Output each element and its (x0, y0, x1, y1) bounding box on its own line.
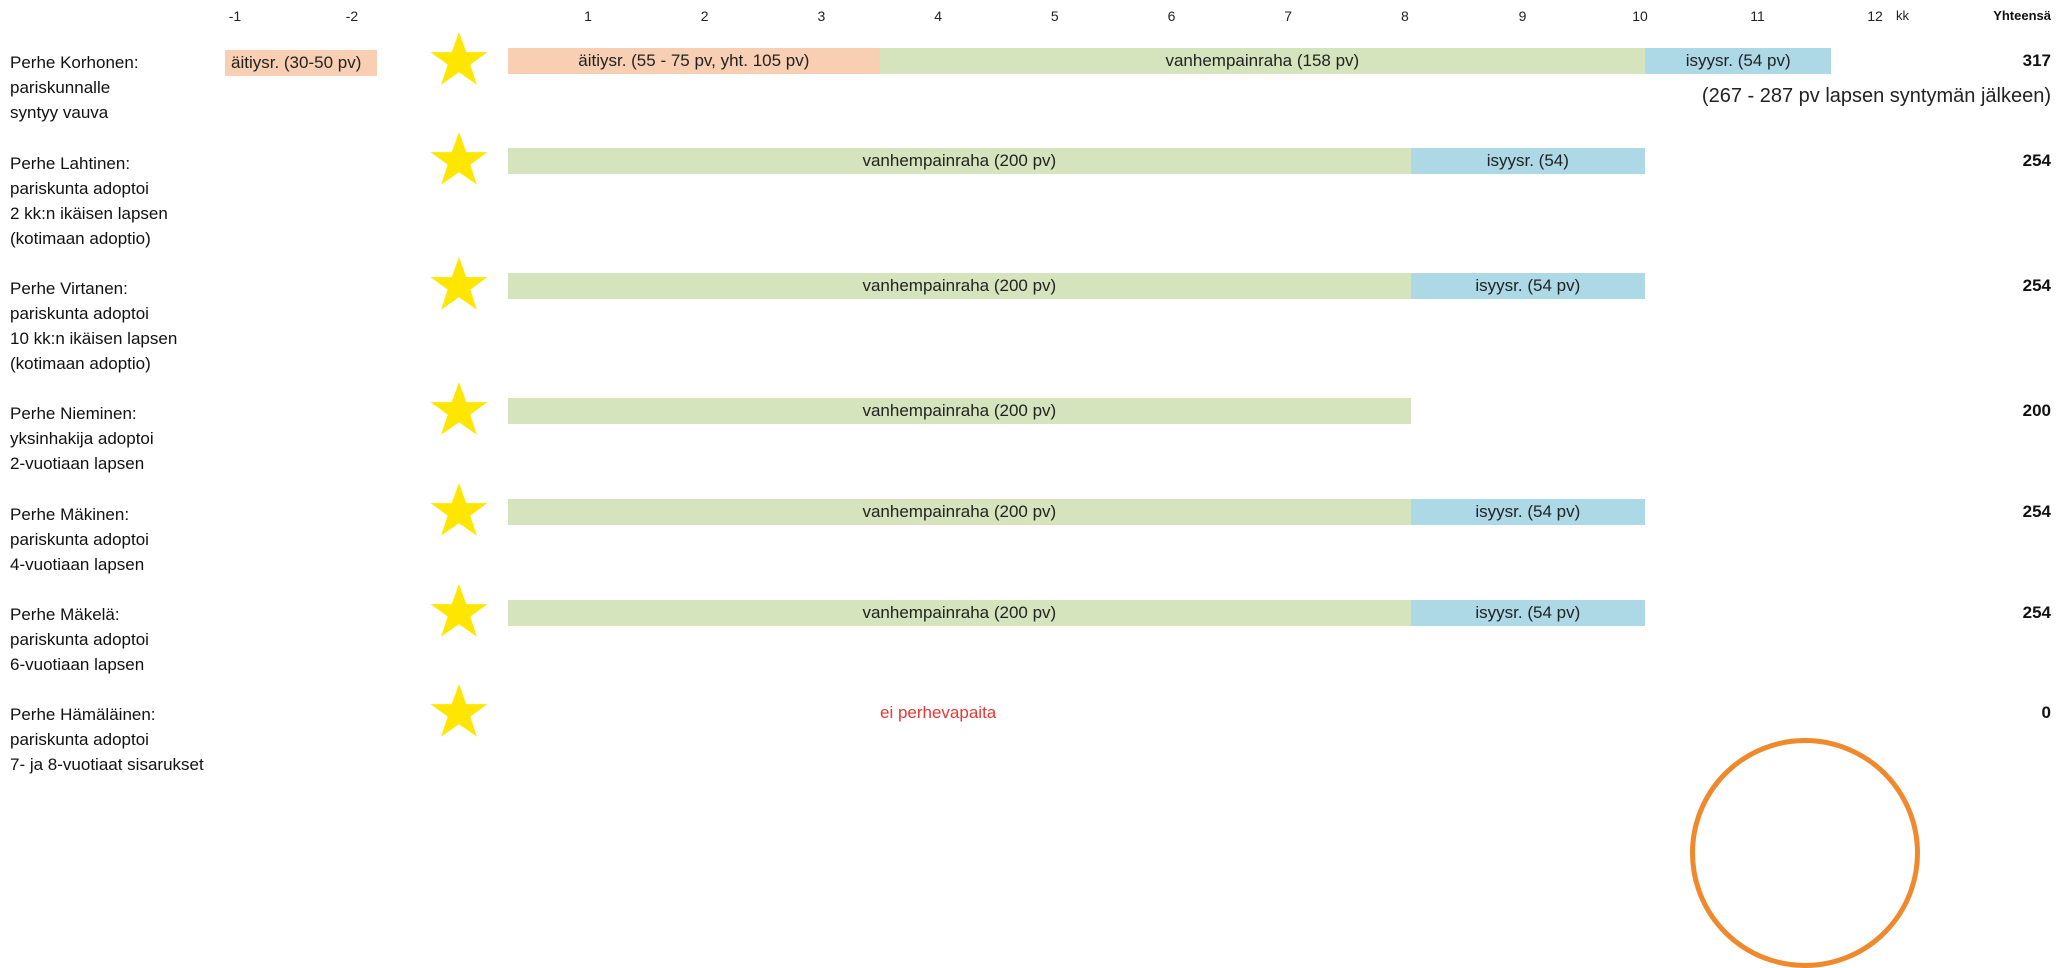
family-label: Perhe Mäkinen: pariskunta adoptoi 4-vuotiaan lapsen (10, 505, 149, 574)
axis-tick-label: 5 (1050, 8, 1059, 24)
row-total: 254 (2022, 151, 2051, 170)
row-total: 254 (2022, 502, 2051, 521)
star-shape (431, 32, 488, 85)
row-total: 0 (2041, 703, 2051, 722)
bar-maternity: äitiysr. (55 - 75 pv, yht. 105 pv) (508, 48, 880, 74)
star-shape (431, 382, 488, 435)
axis-tick-label: 1 (584, 8, 592, 24)
bar-parental: vanhempainraha (200 pv) (508, 499, 1411, 525)
orange-circle-annotation (1690, 738, 1920, 968)
star-icon (428, 481, 490, 543)
row-total: 200 (2022, 401, 2051, 420)
bar-parental: vanhempainraha (158 pv) (880, 48, 1645, 74)
axis-tick-label: -1 (228, 8, 242, 24)
bar-parental: vanhempainraha (200 pv) (508, 148, 1411, 174)
bar-parental: vanhempainraha (200 pv) (508, 600, 1411, 626)
star-shape (431, 257, 488, 310)
axis-tick-label: 2 (700, 8, 709, 24)
row-total: 254 (2022, 276, 2051, 295)
bar-paternity: isyysr. (54 pv) (1411, 499, 1645, 525)
axis-tick-label: 8 (1400, 8, 1409, 24)
axis-tick-label: -2 (345, 8, 359, 24)
star-icon (428, 380, 490, 442)
family-label: Perhe Virtanen: pariskunta adoptoi 10 kk:n ikäisen lapsen (kotimaan adoptio) (10, 279, 178, 373)
row-total: 317 (2022, 51, 2051, 70)
star-shape (431, 132, 488, 185)
family-label: Perhe Nieminen: yksinhakija adoptoi 2-vuotiaan lapsen (10, 404, 154, 473)
star-shape (431, 684, 488, 737)
bar-parental: vanhempainraha (200 pv) (508, 398, 1411, 424)
axis-unit-label: kk (1896, 8, 1909, 23)
total-column-header: Yhteensä (1993, 8, 2051, 23)
axis-tick-label: 11 (1750, 8, 1765, 24)
days-after-birth-note: (267 - 287 pv lapsen syntymän jälkeen) (1701, 85, 2051, 107)
axis-tick-label: 3 (817, 8, 826, 24)
star-shape (431, 483, 488, 536)
family-label: Perhe Hämäläinen: pariskunta adoptoi 7- ja 8-vuotiaat sisarukset (10, 705, 204, 774)
star-icon (428, 582, 490, 644)
star-icon (428, 682, 490, 744)
axis-tick-label: 7 (1284, 8, 1293, 24)
axis-tick-label: 10 (1632, 8, 1648, 24)
axis-tick-label: 6 (1167, 8, 1176, 24)
star-shape (431, 584, 488, 637)
axis-tick-label: 12 (1867, 8, 1883, 24)
family-label: Perhe Lahtinen: pariskunta adoptoi 2 kk:n ikäisen lapsen (kotimaan adoptio) (10, 154, 168, 248)
star-icon (428, 255, 490, 317)
bar-paternity: isyysr. (54) (1411, 148, 1645, 174)
star-icon (428, 130, 490, 192)
bar-paternity: isyysr. (54 pv) (1411, 273, 1645, 299)
row-total: 254 (2022, 603, 2051, 622)
bar-parental: vanhempainraha (200 pv) (508, 273, 1411, 299)
axis-tick-label: 4 (934, 8, 942, 24)
star-icon (428, 30, 490, 92)
bar-maternity: äitiysr. (30-50 pv) (225, 50, 377, 76)
no-leave-text: ei perhevapaita (880, 703, 997, 722)
bar-paternity: isyysr. (54 pv) (1411, 600, 1645, 626)
bar-paternity: isyysr. (54 pv) (1645, 48, 1831, 74)
axis-tick-label: 9 (1518, 8, 1527, 24)
family-label: Perhe Korhonen: pariskunnalle syntyy vauva (10, 53, 139, 122)
family-label: Perhe Mäkelä: pariskunta adoptoi 6-vuotiaan lapsen (10, 605, 149, 674)
